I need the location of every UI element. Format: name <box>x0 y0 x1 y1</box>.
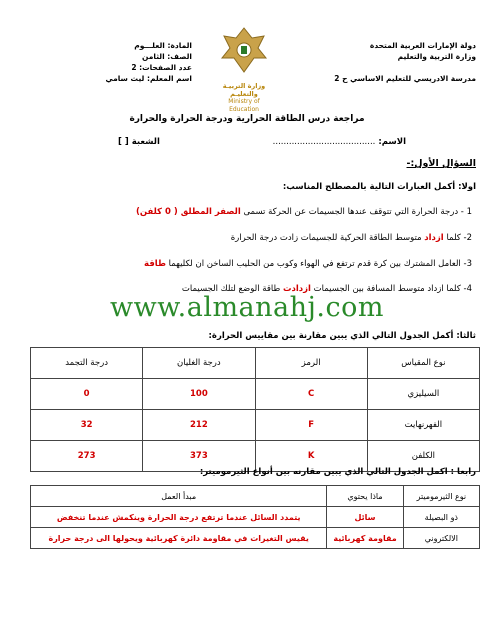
teacher-line: اسم المعلم: ليث سامي <box>105 74 192 83</box>
scale-name: السيليزي <box>367 379 479 410</box>
thermometer-scales-table <box>30 347 480 472</box>
answer-text: طاقة <box>144 259 166 269</box>
scale-symbol: F <box>255 410 367 441</box>
list-item: 4- كلما ازداد متوسط المسافة بين الجسيمات ازدادت طاقة الوضع لتلك الجسيمات <box>181 284 472 294</box>
logo-en-text: Ministry of Education <box>228 98 260 113</box>
list-item: 1 - درجة الحرارة التي تتوقف عندها الجسيمات عن الحركة تسمى الصفر المطلق ( 0 كلفن) <box>135 207 472 217</box>
name-blank: ...................................... <box>272 137 376 147</box>
subject-line: المادة: العلـــوم <box>134 41 192 50</box>
question-title: السؤال الأول:- <box>406 158 476 169</box>
column-header: درجة الغليان <box>143 348 255 379</box>
answer-text: ازدادت <box>282 284 311 294</box>
part4-instruction: رابعا : اكمل الجدول التالي الذي يبين مقارنه بين أنواع الثيرموميتر: <box>199 467 476 477</box>
contents: مقاومة كهربائية <box>327 528 403 549</box>
list-item: 2- كلما ازداد متوسط الطاقة الحركية للجسيمات زادت درجة الحرارة <box>230 233 472 243</box>
column-header: نوع الثيرموميتر <box>403 486 479 507</box>
boiling-point: 212 <box>143 410 255 441</box>
column-header: نوع المقياس <box>367 348 479 379</box>
boiling-point: 100 <box>143 379 255 410</box>
part1-instruction: اولا: أكمل العبارات التالية بالمصطلح المناسب: <box>282 182 476 192</box>
section-label: الشعبة [ ] <box>118 137 160 147</box>
pages-line: عدد الصفحات: 2 <box>131 63 192 72</box>
answer-text: الصفر المطلق ( 0 كلفن) <box>135 207 241 217</box>
thermometer-type: ذو البصيلة <box>403 507 479 528</box>
table-row <box>31 410 480 441</box>
spacer <box>334 62 476 73</box>
table-row <box>31 379 480 410</box>
uae-emblem-icon <box>214 24 274 78</box>
thermometer-type: الالكتروني <box>403 528 479 549</box>
scale-name: الكلفن <box>367 441 479 472</box>
freezing-point: 0 <box>31 379 143 410</box>
school-line: مدرسة الادريسي للتعليم الاساسي ح 2 <box>334 74 476 83</box>
ministry-line: وزارة التربية والتعليم <box>397 52 476 61</box>
column-header: درجة التجمد <box>31 348 143 379</box>
logo-ar-text: وزارة التربيـة والتعليـم <box>222 82 266 98</box>
name-label: الاسم: <box>378 137 406 147</box>
watermark: www.almanahj.com <box>110 292 384 323</box>
working-principle: يتمدد السائل عندما ترتفع درجة الحرارة وينكمش عندما تنخفض <box>31 507 327 528</box>
school-header <box>334 40 476 84</box>
list-item: 3- العامل المشترك بين كرة قدم ترتفع في الهواء وكوب من الحليب الساخن ان لكليهما طاقة <box>144 259 472 269</box>
scale-symbol: C <box>255 379 367 410</box>
grade-line: الصف: الثامن <box>142 52 192 61</box>
column-header: ماذا يحتوي <box>327 486 403 507</box>
freezing-point: 273 <box>31 441 143 472</box>
working-principle: يقيس التغيرات في مقاومة دائرة كهربائية ويحولها الى درجة حرارة <box>31 528 327 549</box>
part3-instruction: ثالثا: أكمل الجدول التالي الذي يبين مقارنة بين مقاييس الحرارة: <box>208 331 476 341</box>
scale-symbol: K <box>255 441 367 472</box>
answer-text: ازداد <box>424 233 444 243</box>
table-header-row <box>31 348 480 379</box>
freezing-point: 32 <box>31 410 143 441</box>
page-title: مراجعة درس الطاقة الحرارية ودرجة الحرارة والحرارة <box>129 114 365 124</box>
contents: سائل <box>327 507 403 528</box>
course-info <box>82 40 192 84</box>
table-row <box>31 528 480 549</box>
table-header-row <box>31 486 480 507</box>
ministry-logo <box>214 24 274 113</box>
name-row <box>273 136 406 148</box>
scale-name: الفهرنهايت <box>367 410 479 441</box>
thermometer-types-table <box>30 485 480 549</box>
column-header: الرمز <box>255 348 367 379</box>
boiling-point: 373 <box>143 441 255 472</box>
table-row <box>31 507 480 528</box>
country-line: دولة الإمارات العربية المتحدة <box>369 41 476 50</box>
column-header: مبدأ العمل <box>31 486 327 507</box>
